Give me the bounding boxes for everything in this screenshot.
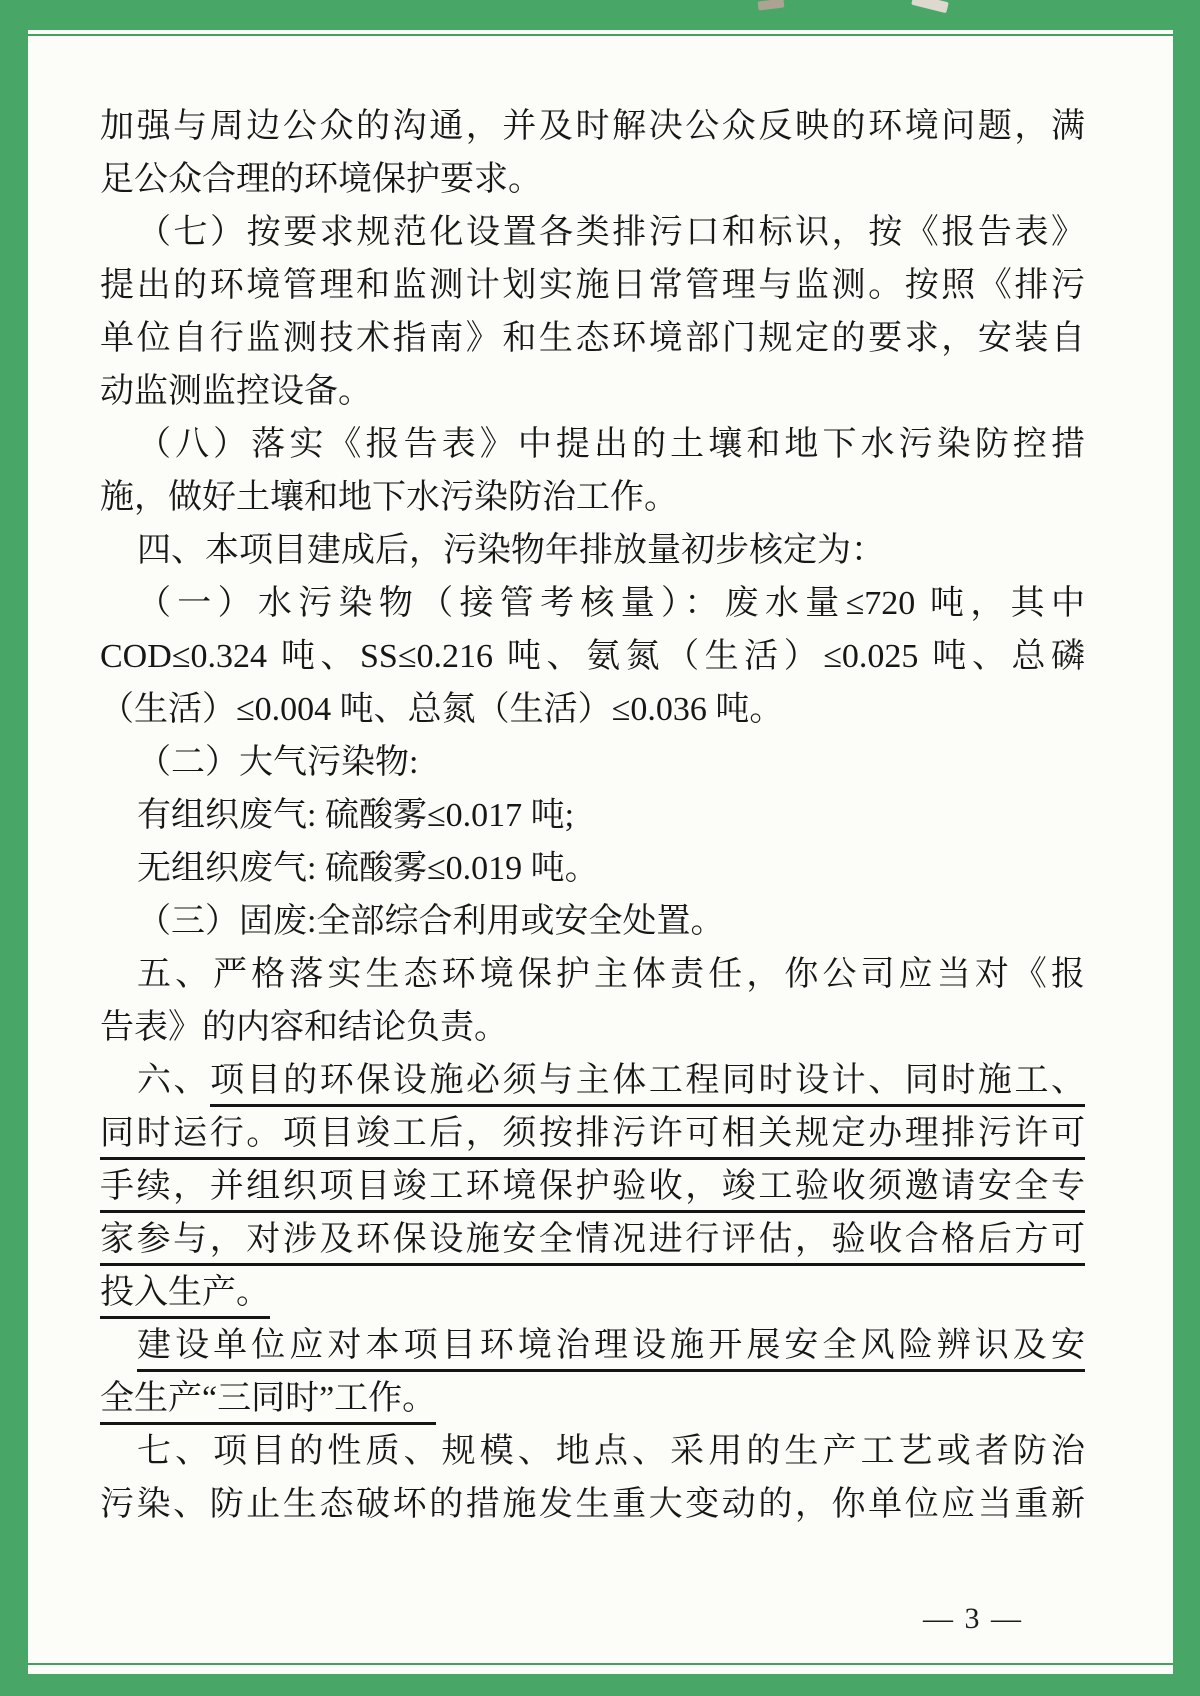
underlined-text: 投入生产。 xyxy=(100,1274,270,1319)
text-segment: 加强与周边公众的沟通，并及时解决公众反映的环境问题，满 xyxy=(100,108,1085,145)
page-number: — 3 — xyxy=(923,1602,1023,1635)
text-line xyxy=(100,895,1085,948)
text-line xyxy=(100,365,1085,418)
underlined-text: 家参与，对涉及环保设施安全情况进行评估，验收合格后方可 xyxy=(100,1221,1085,1266)
text-line xyxy=(100,1001,1085,1054)
text-line xyxy=(100,1160,1085,1213)
text-segment: （七）按要求规范化设置各类排污口和标识，按《报告表》 xyxy=(137,214,1085,251)
text-segment: （八）落实《报告表》中提出的土壤和地下水污染防控措 xyxy=(137,426,1085,463)
text-line xyxy=(100,153,1085,206)
text-line xyxy=(100,842,1085,895)
text-segment: （生活）≤0.004 吨、总氮（生活）≤0.036 吨。 xyxy=(100,691,784,728)
underlined-text: 手续，并组织项目竣工环境保护验收，竣工验收须邀请安全专 xyxy=(100,1168,1085,1213)
text-line xyxy=(100,1425,1085,1478)
text-line xyxy=(100,1319,1085,1372)
text-line xyxy=(100,736,1085,789)
text-line xyxy=(100,471,1085,524)
text-line xyxy=(100,1054,1085,1107)
bottom-border-rule xyxy=(28,1663,1173,1665)
text-segment: （一）水污染物（接管考核量）：废水量≤720 吨，其中 xyxy=(137,585,1085,622)
text-line xyxy=(100,100,1085,153)
text-line xyxy=(100,1107,1085,1160)
text-segment: 五、严格落实生态环境保护主体责任，你公司应当对《报 xyxy=(137,956,1085,993)
text-line xyxy=(100,683,1085,736)
text-segment: COD≤0.324 吨、SS≤0.216 吨、氨氮（生活）≤0.025 吨、总磷 xyxy=(100,638,1085,675)
underlined-text: 项目的环保设施必须与主体工程同时设计、同时施工、 xyxy=(210,1062,1085,1107)
text-segment: 动监测监控设备。 xyxy=(100,373,372,410)
text-segment: 告表》的内容和结论负责。 xyxy=(100,1009,508,1046)
underlined-text: 同时运行。项目竣工后，须按排污许可相关规定办理排污许可 xyxy=(100,1115,1085,1160)
text-line xyxy=(100,206,1085,259)
text-line xyxy=(100,259,1085,312)
text-line xyxy=(100,948,1085,1001)
text-segment: 提出的环境管理和监测计划实施日常管理与监测。按照《排污 xyxy=(100,267,1085,304)
text-line xyxy=(100,1266,1085,1319)
text-line xyxy=(100,418,1085,471)
underlined-text: 建设单位应对本项目环境治理设施开展安全风险辨识及安 xyxy=(137,1327,1085,1372)
text-segment: 六、 xyxy=(137,1062,211,1099)
text-line xyxy=(100,1372,1085,1425)
text-segment: 有组织废气: 硫酸雾≤0.017 吨; xyxy=(137,797,575,834)
text-line xyxy=(100,312,1085,365)
text-segment: （三）固废:全部综合利用或安全处置。 xyxy=(137,903,725,940)
text-line xyxy=(100,524,1085,577)
text-segment: 施，做好土壤和地下水污染防治工作。 xyxy=(100,479,678,516)
text-segment: 污染、防止生态破坏的措施发生重大变动的，你单位应当重新 xyxy=(100,1486,1085,1523)
text-segment: 足公众合理的环境保护要求。 xyxy=(100,161,542,198)
text-segment: 单位自行监测技术指南》和生态环境部门规定的要求，安装自 xyxy=(100,320,1085,357)
text-block xyxy=(100,100,1085,1531)
text-line xyxy=(100,789,1085,842)
text-line xyxy=(100,630,1085,683)
underlined-text: 全生产“三同时”工作。 xyxy=(100,1380,436,1425)
text-line xyxy=(100,1213,1085,1266)
text-segment: （二）大气污染物: xyxy=(137,744,419,781)
text-segment: 四、本项目建成后，污染物年排放量初步核定为： xyxy=(137,532,885,569)
scan-artifact xyxy=(911,0,949,13)
text-line xyxy=(100,1478,1085,1531)
scan-artifact xyxy=(758,0,785,11)
text-line xyxy=(100,577,1085,630)
top-border-rule xyxy=(28,34,1173,36)
text-segment: 七、项目的性质、规模、地点、采用的生产工艺或者防治 xyxy=(137,1433,1085,1470)
text-segment: 无组织废气: 硫酸雾≤0.019 吨。 xyxy=(137,850,599,887)
document-page xyxy=(28,30,1173,1674)
